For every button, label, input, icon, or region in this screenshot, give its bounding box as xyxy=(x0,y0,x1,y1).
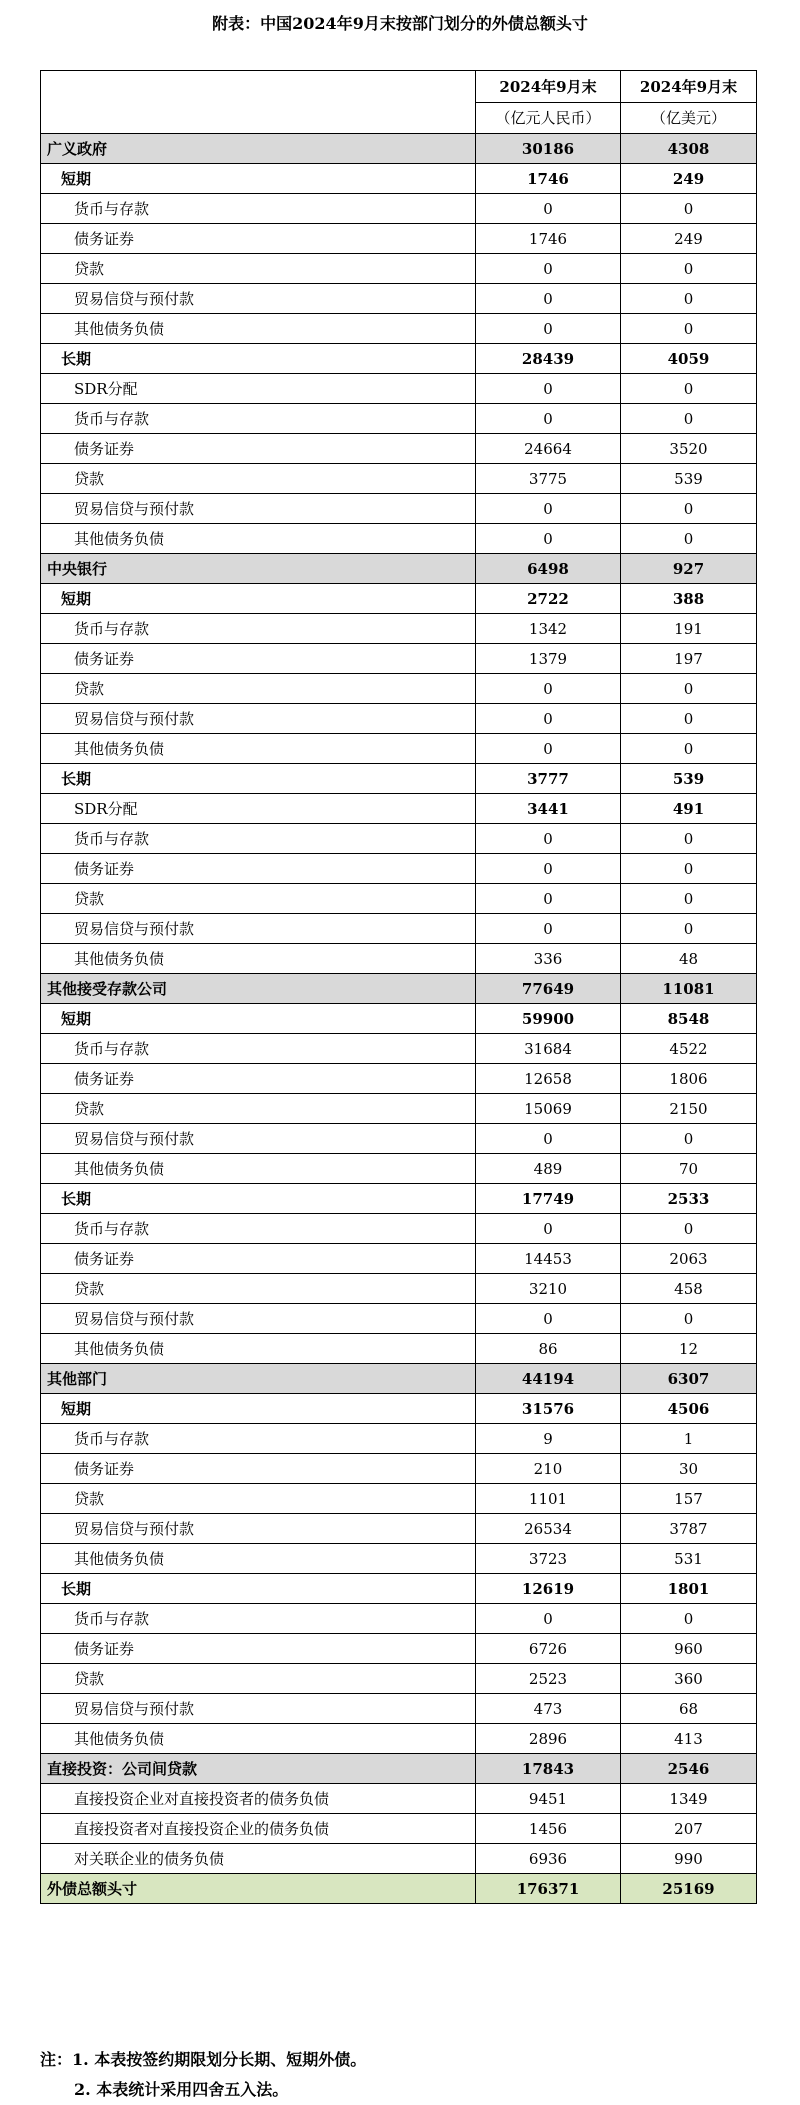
row-value-usd: 0 xyxy=(621,854,757,884)
row-value-usd: 4308 xyxy=(621,134,757,164)
row-value-cny: 2896 xyxy=(476,1724,621,1754)
row-value-cny: 0 xyxy=(476,1304,621,1334)
row-value-cny: 3777 xyxy=(476,764,621,794)
table-row xyxy=(41,1154,757,1184)
table-row xyxy=(41,614,757,644)
row-label: 贸易信贷与预付款 xyxy=(41,1694,476,1724)
row-value-usd: 0 xyxy=(621,524,757,554)
row-value-usd: 0 xyxy=(621,194,757,224)
row-label: 其他债务负债 xyxy=(41,524,476,554)
table-row xyxy=(41,764,757,794)
table-row xyxy=(41,1244,757,1274)
row-value-usd: 539 xyxy=(621,464,757,494)
row-label: 其他债务负债 xyxy=(41,944,476,974)
row-value-cny: 1746 xyxy=(476,164,621,194)
row-value-usd: 4059 xyxy=(621,344,757,374)
row-label: 贸易信贷与预付款 xyxy=(41,1124,476,1154)
row-label: 货币与存款 xyxy=(41,824,476,854)
row-value-cny: 3441 xyxy=(476,794,621,824)
row-value-usd: 1349 xyxy=(621,1784,757,1814)
row-value-usd: 2150 xyxy=(621,1094,757,1124)
table-row xyxy=(41,164,757,194)
row-label: 广义政府 xyxy=(41,134,476,164)
row-value-usd: 0 xyxy=(621,884,757,914)
row-label: 贸易信贷与预付款 xyxy=(41,284,476,314)
row-value-usd: 8548 xyxy=(621,1004,757,1034)
row-label: 直接投资者对直接投资企业的债务负债 xyxy=(41,1814,476,1844)
row-value-cny: 44194 xyxy=(476,1364,621,1394)
header-blank-cell xyxy=(41,71,476,134)
table-row xyxy=(41,1484,757,1514)
row-value-cny: 31576 xyxy=(476,1394,621,1424)
table-row xyxy=(41,854,757,884)
header-usd-unit: （亿美元） xyxy=(621,103,757,134)
row-label: 其他债务负债 xyxy=(41,734,476,764)
header-row-period xyxy=(41,71,757,103)
row-label: 贷款 xyxy=(41,1484,476,1514)
row-label: 债务证券 xyxy=(41,224,476,254)
row-value-usd: 0 xyxy=(621,824,757,854)
row-value-cny: 0 xyxy=(476,284,621,314)
row-value-usd: 3520 xyxy=(621,434,757,464)
row-value-usd: 0 xyxy=(621,1214,757,1244)
row-value-usd: 990 xyxy=(621,1844,757,1874)
table-row xyxy=(41,914,757,944)
table-row xyxy=(41,1274,757,1304)
row-value-cny: 0 xyxy=(476,254,621,284)
row-label: 其他部门 xyxy=(41,1364,476,1394)
row-value-usd: 0 xyxy=(621,734,757,764)
row-value-cny: 0 xyxy=(476,494,621,524)
table-row xyxy=(41,1004,757,1034)
row-value-usd: 68 xyxy=(621,1694,757,1724)
table-row xyxy=(41,1514,757,1544)
row-label: 直接投资：公司间贷款 xyxy=(41,1754,476,1784)
footnote-1: 注：1. 本表按签约期限划分长期、短期外债。 xyxy=(40,2050,367,2069)
row-label: 债务证券 xyxy=(41,1454,476,1484)
row-label: 长期 xyxy=(41,1574,476,1604)
row-value-usd: 960 xyxy=(621,1634,757,1664)
row-value-cny: 9451 xyxy=(476,1784,621,1814)
row-value-usd: 249 xyxy=(621,224,757,254)
row-value-cny: 0 xyxy=(476,674,621,704)
table-row xyxy=(41,884,757,914)
table-row xyxy=(41,344,757,374)
row-label: 贸易信贷与预付款 xyxy=(41,1514,476,1544)
row-label: 货币与存款 xyxy=(41,1034,476,1064)
row-label: 债务证券 xyxy=(41,644,476,674)
table-row xyxy=(41,254,757,284)
row-value-usd: 197 xyxy=(621,644,757,674)
row-value-usd: 48 xyxy=(621,944,757,974)
row-label: 贷款 xyxy=(41,464,476,494)
row-value-usd: 11081 xyxy=(621,974,757,1004)
table-row xyxy=(41,704,757,734)
table-body xyxy=(41,71,757,1904)
row-value-usd: 0 xyxy=(621,704,757,734)
row-value-cny: 12658 xyxy=(476,1064,621,1094)
table-row xyxy=(41,1694,757,1724)
row-value-cny: 15069 xyxy=(476,1094,621,1124)
row-value-cny: 0 xyxy=(476,1124,621,1154)
row-value-cny: 77649 xyxy=(476,974,621,1004)
row-label: 中央银行 xyxy=(41,554,476,584)
row-value-cny: 489 xyxy=(476,1154,621,1184)
table-row xyxy=(41,1184,757,1214)
table-row xyxy=(41,1664,757,1694)
row-label: 长期 xyxy=(41,344,476,374)
row-label: 债务证券 xyxy=(41,1634,476,1664)
table-row xyxy=(41,1034,757,1064)
row-value-usd: 531 xyxy=(621,1544,757,1574)
row-value-usd: 458 xyxy=(621,1274,757,1304)
row-label: 贸易信贷与预付款 xyxy=(41,704,476,734)
row-label: 货币与存款 xyxy=(41,1424,476,1454)
row-value-cny: 0 xyxy=(476,704,621,734)
table-row xyxy=(41,584,757,614)
row-value-cny: 0 xyxy=(476,824,621,854)
row-label: 货币与存款 xyxy=(41,614,476,644)
total-label: 外债总额头寸 xyxy=(41,1874,476,1904)
row-value-cny: 2523 xyxy=(476,1664,621,1694)
row-label: 贷款 xyxy=(41,1274,476,1304)
row-value-cny: 0 xyxy=(476,374,621,404)
table-row xyxy=(41,1214,757,1244)
row-value-cny: 1379 xyxy=(476,644,621,674)
row-value-cny: 9 xyxy=(476,1424,621,1454)
table-row xyxy=(41,794,757,824)
row-value-cny: 6936 xyxy=(476,1844,621,1874)
footnote-2: 2. 本表统计采用四舍五入法。 xyxy=(74,2080,289,2099)
row-label: SDR分配 xyxy=(41,794,476,824)
row-value-usd: 191 xyxy=(621,614,757,644)
table-row xyxy=(41,674,757,704)
row-value-cny: 0 xyxy=(476,734,621,764)
table-row xyxy=(41,284,757,314)
row-value-cny: 0 xyxy=(476,404,621,434)
row-value-cny: 3210 xyxy=(476,1274,621,1304)
total-value-usd: 25169 xyxy=(621,1874,757,1904)
row-label: 其他债务负债 xyxy=(41,1154,476,1184)
row-value-usd: 0 xyxy=(621,674,757,704)
table-row xyxy=(41,1304,757,1334)
header-cny-unit: （亿元人民币） xyxy=(476,103,621,134)
table-row xyxy=(41,1094,757,1124)
row-value-cny: 28439 xyxy=(476,344,621,374)
row-value-cny: 336 xyxy=(476,944,621,974)
table-row xyxy=(41,434,757,464)
row-label: 长期 xyxy=(41,1184,476,1214)
table-row xyxy=(41,134,757,164)
row-value-usd: 249 xyxy=(621,164,757,194)
table-row xyxy=(41,1724,757,1754)
row-value-cny: 0 xyxy=(476,1214,621,1244)
row-label: 其他接受存款公司 xyxy=(41,974,476,1004)
row-label: 短期 xyxy=(41,584,476,614)
table-row xyxy=(41,1784,757,1814)
row-value-usd: 4506 xyxy=(621,1394,757,1424)
row-value-cny: 1746 xyxy=(476,224,621,254)
table-row xyxy=(41,194,757,224)
table-row xyxy=(41,554,757,584)
row-label: 贷款 xyxy=(41,1094,476,1124)
row-label: 货币与存款 xyxy=(41,1214,476,1244)
row-value-cny: 0 xyxy=(476,914,621,944)
row-value-cny: 3723 xyxy=(476,1544,621,1574)
row-value-cny: 12619 xyxy=(476,1574,621,1604)
table-row xyxy=(41,1544,757,1574)
row-value-usd: 3787 xyxy=(621,1514,757,1544)
row-value-usd: 207 xyxy=(621,1814,757,1844)
row-value-usd: 2063 xyxy=(621,1244,757,1274)
row-value-usd: 0 xyxy=(621,374,757,404)
row-value-cny: 31684 xyxy=(476,1034,621,1064)
table-row xyxy=(41,1754,757,1784)
row-label: 货币与存款 xyxy=(41,404,476,434)
row-label: 贸易信贷与预付款 xyxy=(41,1304,476,1334)
row-label: SDR分配 xyxy=(41,374,476,404)
row-value-cny: 14453 xyxy=(476,1244,621,1274)
row-value-usd: 2533 xyxy=(621,1184,757,1214)
table-row xyxy=(41,1064,757,1094)
row-value-usd: 1801 xyxy=(621,1574,757,1604)
table-row xyxy=(41,464,757,494)
table-row xyxy=(41,1634,757,1664)
row-value-usd: 2546 xyxy=(621,1754,757,1784)
row-value-cny: 6498 xyxy=(476,554,621,584)
row-label: 直接投资企业对直接投资者的债务负债 xyxy=(41,1784,476,1814)
row-label: 短期 xyxy=(41,1394,476,1424)
table-row xyxy=(41,1394,757,1424)
table-row xyxy=(41,1814,757,1844)
row-value-usd: 30 xyxy=(621,1454,757,1484)
row-value-usd: 388 xyxy=(621,584,757,614)
row-value-cny: 1456 xyxy=(476,1814,621,1844)
row-value-usd: 539 xyxy=(621,764,757,794)
external-debt-table xyxy=(40,70,757,1904)
row-value-cny: 17749 xyxy=(476,1184,621,1214)
row-value-cny: 473 xyxy=(476,1694,621,1724)
row-value-usd: 0 xyxy=(621,404,757,434)
row-value-usd: 0 xyxy=(621,494,757,524)
row-value-usd: 70 xyxy=(621,1154,757,1184)
row-label: 短期 xyxy=(41,1004,476,1034)
row-value-cny: 59900 xyxy=(476,1004,621,1034)
row-value-usd: 360 xyxy=(621,1664,757,1694)
row-value-usd: 1806 xyxy=(621,1064,757,1094)
row-value-cny: 210 xyxy=(476,1454,621,1484)
table-row xyxy=(41,1844,757,1874)
table-row xyxy=(41,734,757,764)
table-row xyxy=(41,224,757,254)
row-label: 货币与存款 xyxy=(41,194,476,224)
row-value-cny: 24664 xyxy=(476,434,621,464)
row-value-cny: 0 xyxy=(476,854,621,884)
row-label: 其他债务负债 xyxy=(41,314,476,344)
row-value-usd: 0 xyxy=(621,314,757,344)
table-row xyxy=(41,1334,757,1364)
table-row xyxy=(41,1424,757,1454)
total-row xyxy=(41,1874,757,1904)
row-label: 其他债务负债 xyxy=(41,1334,476,1364)
row-label: 其他债务负债 xyxy=(41,1544,476,1574)
row-value-cny: 0 xyxy=(476,1604,621,1634)
row-value-usd: 0 xyxy=(621,284,757,314)
table-row xyxy=(41,1574,757,1604)
row-value-usd: 413 xyxy=(621,1724,757,1754)
row-value-cny: 0 xyxy=(476,884,621,914)
row-value-usd: 12 xyxy=(621,1334,757,1364)
total-value-cny: 176371 xyxy=(476,1874,621,1904)
row-label: 债务证券 xyxy=(41,434,476,464)
table-row xyxy=(41,644,757,674)
row-label: 长期 xyxy=(41,764,476,794)
table-row xyxy=(41,824,757,854)
row-label: 债务证券 xyxy=(41,854,476,884)
row-value-cny: 17843 xyxy=(476,1754,621,1784)
row-value-cny: 0 xyxy=(476,194,621,224)
table-row xyxy=(41,1604,757,1634)
table-row xyxy=(41,944,757,974)
row-label: 其他债务负债 xyxy=(41,1724,476,1754)
row-label: 贷款 xyxy=(41,674,476,704)
row-value-cny: 86 xyxy=(476,1334,621,1364)
row-value-usd: 927 xyxy=(621,554,757,584)
row-value-cny: 1342 xyxy=(476,614,621,644)
row-label: 贸易信贷与预付款 xyxy=(41,494,476,524)
table-row xyxy=(41,494,757,524)
row-label: 贸易信贷与预付款 xyxy=(41,914,476,944)
table-row xyxy=(41,1454,757,1484)
row-value-usd: 0 xyxy=(621,914,757,944)
row-value-cny: 2722 xyxy=(476,584,621,614)
row-label: 贷款 xyxy=(41,1664,476,1694)
row-value-cny: 0 xyxy=(476,314,621,344)
row-value-usd: 491 xyxy=(621,794,757,824)
table-row xyxy=(41,524,757,554)
table-row xyxy=(41,314,757,344)
table-row xyxy=(41,974,757,1004)
row-value-cny: 26534 xyxy=(476,1514,621,1544)
row-label: 货币与存款 xyxy=(41,1604,476,1634)
row-value-usd: 6307 xyxy=(621,1364,757,1394)
row-label: 债务证券 xyxy=(41,1064,476,1094)
row-value-cny: 1101 xyxy=(476,1484,621,1514)
header-cny-period: 2024年9月末 xyxy=(476,71,621,103)
row-value-cny: 6726 xyxy=(476,1634,621,1664)
row-value-usd: 0 xyxy=(621,1304,757,1334)
table-row xyxy=(41,374,757,404)
header-usd-period: 2024年9月末 xyxy=(621,71,757,103)
row-value-cny: 3775 xyxy=(476,464,621,494)
row-value-cny: 0 xyxy=(476,524,621,554)
row-value-cny: 30186 xyxy=(476,134,621,164)
table-row xyxy=(41,1364,757,1394)
row-value-usd: 157 xyxy=(621,1484,757,1514)
row-value-usd: 0 xyxy=(621,1124,757,1154)
row-label: 债务证券 xyxy=(41,1244,476,1274)
row-value-usd: 1 xyxy=(621,1424,757,1454)
row-label: 贷款 xyxy=(41,254,476,284)
row-label: 贷款 xyxy=(41,884,476,914)
row-label: 对关联企业的债务负债 xyxy=(41,1844,476,1874)
row-value-usd: 4522 xyxy=(621,1034,757,1064)
footnotes xyxy=(40,2045,756,2105)
table-row xyxy=(41,404,757,434)
row-value-usd: 0 xyxy=(621,254,757,284)
row-label: 短期 xyxy=(41,164,476,194)
page-title: 附表：中国2024年9月末按部门划分的外债总额头寸 xyxy=(212,14,588,33)
row-value-usd: 0 xyxy=(621,1604,757,1634)
table-row xyxy=(41,1124,757,1154)
